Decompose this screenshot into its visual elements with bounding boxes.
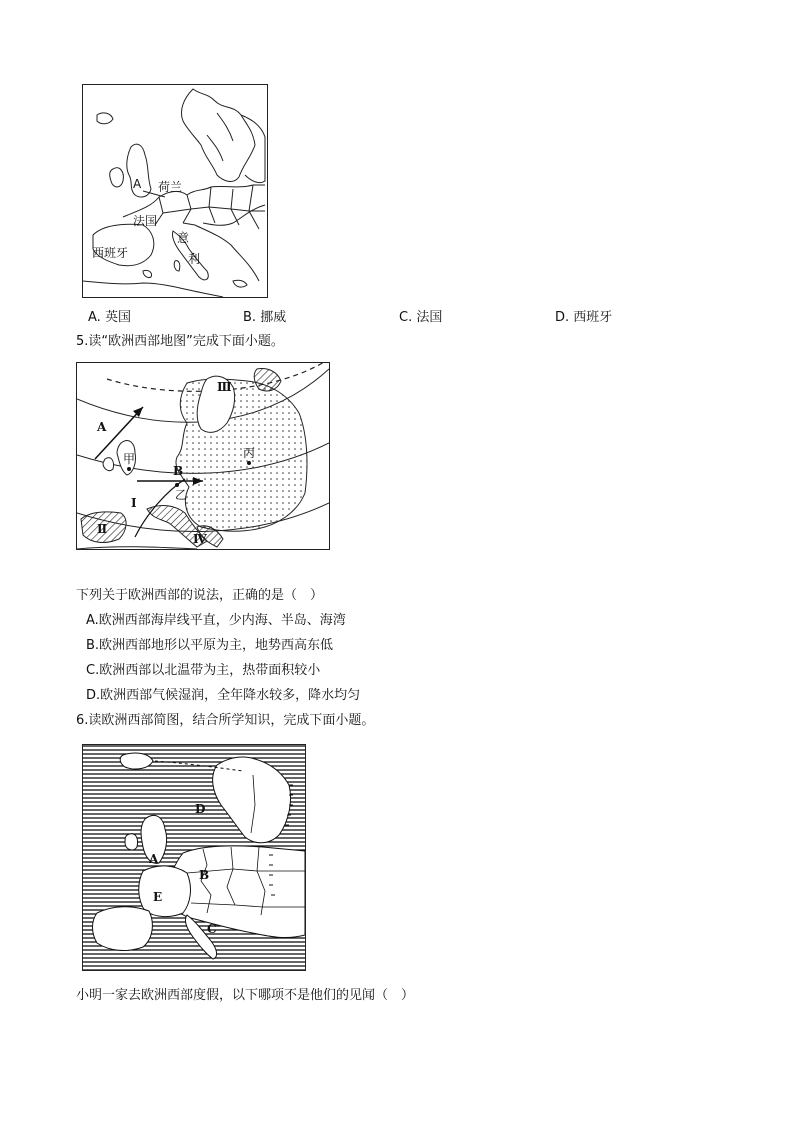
map5-label-yi: 乙: [175, 488, 188, 502]
map-q6-western-europe: [82, 744, 306, 971]
map-q5-western-europe: [76, 362, 330, 550]
map1-label-italy-2: 利: [188, 252, 201, 266]
map5-label-iv: Ⅳ: [193, 532, 207, 546]
map5-label-iii: Ⅲ: [217, 380, 232, 394]
map6-label-a: A: [149, 852, 159, 866]
map5-label-a: A: [97, 420, 107, 434]
map6-label-e: E: [153, 890, 163, 904]
map6-label-d: D: [195, 802, 206, 816]
q5-option-d[interactable]: D.欧洲西部气候湿润，全年降水较多，降水均匀: [86, 688, 361, 703]
map-q4-europe: [82, 84, 268, 298]
q6-prompt-text: 读欧洲西部简图，结合所学知识，完成下面小题。: [88, 713, 375, 728]
q4-option-d-letter: D.: [555, 310, 570, 325]
q4-option-a-letter: A.: [88, 310, 101, 325]
q6-stem: 小明一家去欧洲西部度假，以下哪项不是他们的见闻（ ）: [76, 988, 415, 1003]
q4-option-b-text: 挪威: [260, 310, 287, 325]
q4-option-b[interactable]: [243, 310, 286, 326]
q4-option-c-text: 法国: [416, 310, 443, 325]
map5-label-i: Ⅰ: [131, 496, 137, 510]
map-q5-outline: [77, 363, 329, 549]
q4-option-b-letter: B.: [243, 310, 257, 325]
q5-prompt-text: 读“欧洲西部地图”完成下面小题。: [88, 334, 284, 349]
q5-number: 5.: [76, 334, 89, 349]
q5-option-a[interactable]: A.欧洲西部海岸线平直，少内海、半岛、海湾: [86, 613, 346, 628]
map1-label-france: 法国: [133, 214, 158, 228]
q4-option-c[interactable]: [399, 310, 442, 326]
q4-option-d[interactable]: [555, 310, 612, 326]
map6-label-c: C: [207, 922, 217, 936]
q6-prompt: [76, 713, 374, 729]
q5-prompt: [76, 334, 284, 350]
q6-number: 6.: [76, 713, 89, 728]
q5-option-c[interactable]: C.欧洲西部以北温带为主，热带面积较小: [86, 663, 321, 678]
map6-label-b: B: [199, 868, 210, 882]
map1-label-netherlands: 荷兰: [158, 180, 183, 194]
map5-label-b: B: [173, 464, 184, 478]
q4-option-a[interactable]: [88, 310, 131, 326]
map1-label-italy-1: 意: [177, 231, 190, 245]
map-q6-outline: [83, 745, 305, 970]
map5-label-jia: 甲: [123, 452, 136, 466]
q5-option-b[interactable]: B.欧洲西部地形以平原为主，地势西高东低: [86, 638, 334, 653]
map1-label-spain: 西班牙: [92, 246, 129, 260]
map5-label-ii: Ⅱ: [97, 522, 108, 536]
map5-label-bing: 丙: [243, 446, 256, 460]
q5-stem: 下列关于欧洲西部的说法，正确的是（ ）: [76, 588, 324, 603]
q4-option-d-text: 西班牙: [573, 310, 613, 325]
q4-option-a-text: 英国: [104, 310, 131, 325]
q4-option-c-letter: C.: [399, 310, 413, 325]
map1-label-a: A: [133, 177, 142, 191]
